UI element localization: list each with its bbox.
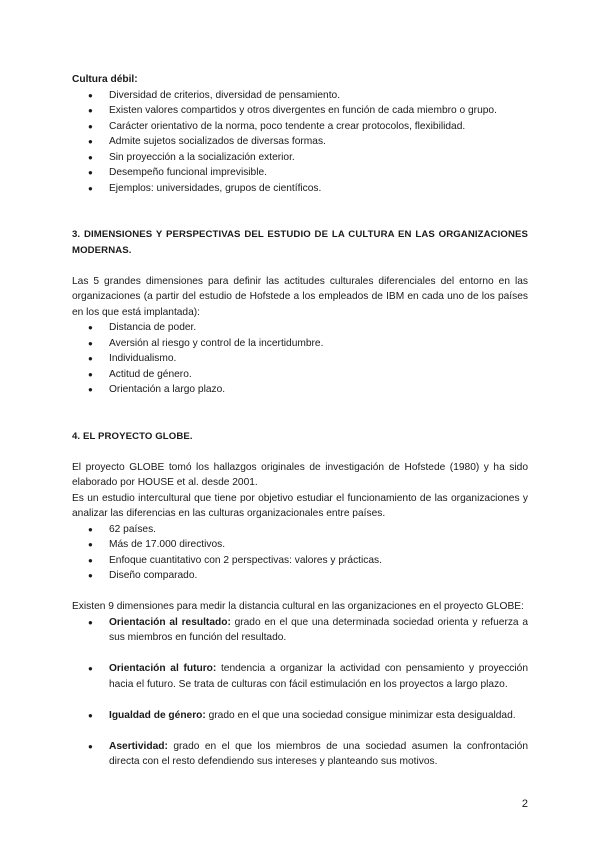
list-item: ● Orientación a largo plazo. — [72, 382, 528, 398]
list-item: ● 62 países. — [72, 522, 528, 538]
dimension-term: Igualdad de género: — [109, 709, 206, 721]
globe-dimensions-intro: Existen 9 dimensiones para medir la distancia cultural en las organizaciones en el proyecto GLOBE: — [72, 601, 524, 612]
globe-facts-list — [72, 522, 528, 584]
page-number: 2 — [521, 798, 528, 810]
weak-culture-label: Cultura débil: — [72, 74, 138, 85]
section-3-intro: Las 5 grandes dimensiones para definir las actitudes culturales diferenciales del entorno en las organizaciones (a partir del estudio de Hofstede a los empleados de IBM en cada uno de los países en los que está implantada): — [72, 275, 528, 318]
list-item: ● Más de 17.000 directivos. — [72, 537, 528, 553]
list-item: ● Diversidad de criterios, diversidad de pensamiento. — [72, 88, 528, 104]
dimension-term: Asertividad: — [109, 740, 168, 752]
dimension-term: Orientación al futuro: — [109, 663, 217, 674]
dimension-text: tendencia a organizar la actividad con pensamiento y proyección hacia el futuro. Se trata de culturas con fácil estimulación en los proyectos a largo plazo. — [109, 663, 528, 690]
dimension-text: grado en el que una sociedad consigue minimizar esta desigualdad. — [205, 709, 516, 721]
list-item — [72, 708, 528, 724]
hofstede-dimensions-list — [72, 320, 528, 398]
section-3-heading: 3. DIMENSIONES Y PERSPECTIVAS DEL ESTUDIO DE LA CULTURA EN LAS ORGANIZACIONES MODERNAS. — [72, 229, 528, 256]
dimension-term: Orientación al resultado: — [109, 616, 231, 628]
list-item: ● Aversión al riesgo y control de la incertidumbre. — [72, 336, 528, 352]
page-content — [72, 72, 528, 785]
list-item — [72, 661, 528, 692]
list-item — [72, 739, 528, 770]
list-item: ● Distancia de poder. — [72, 320, 528, 336]
dimension-text: grado en el que los miembros de una sociedad asumen la confrontación directa con el resto defendiendo sus intereses y planteando sus motivos. — [109, 740, 528, 767]
list-item: ● Enfoque cuantitativo con 2 perspectivas: valores y prácticas. — [72, 553, 528, 569]
dimension-text: grado en el que una determinada sociedad orienta y refuerza a sus miembros en función del resultado. — [109, 616, 529, 643]
weak-culture-list — [72, 88, 528, 197]
section-4-heading: 4. EL PROYECTO GLOBE. — [72, 430, 193, 442]
list-item: ● Actitud de género. — [72, 367, 528, 383]
list-item: ● Existen valores compartidos y otros divergentes en función de cada miembro o grupo. — [72, 103, 528, 119]
list-item: ● Diseño comparado. — [72, 568, 528, 584]
list-item: ● Carácter orientativo de la norma, poco tendente a crear protocolos, flexibilidad. — [72, 119, 528, 135]
list-item: ● Individualismo. — [72, 351, 528, 367]
list-item: ● Sin proyección a la socialización exterior. — [72, 150, 528, 166]
list-item — [72, 615, 528, 646]
list-item: ● Desempeño funcional imprevisible. — [72, 165, 528, 181]
globe-paragraph-2: Es un estudio intercultural que tiene por objetivo estudiar el funcionamiento de las organizaciones y analizar las diferencias en las culturas organizacionales entre países. — [72, 492, 528, 519]
globe-dimensions-list — [72, 615, 528, 770]
list-item: ● Ejemplos: universidades, grupos de científicos. — [72, 181, 528, 197]
list-item: ● Admite sujetos socializados de diversas formas. — [72, 134, 528, 150]
globe-paragraph-1: El proyecto GLOBE tomó los hallazgos originales de investigación de Hofstede (1980) y ha sido elaborado por HOUSE et al. desde 2001. — [72, 461, 528, 488]
